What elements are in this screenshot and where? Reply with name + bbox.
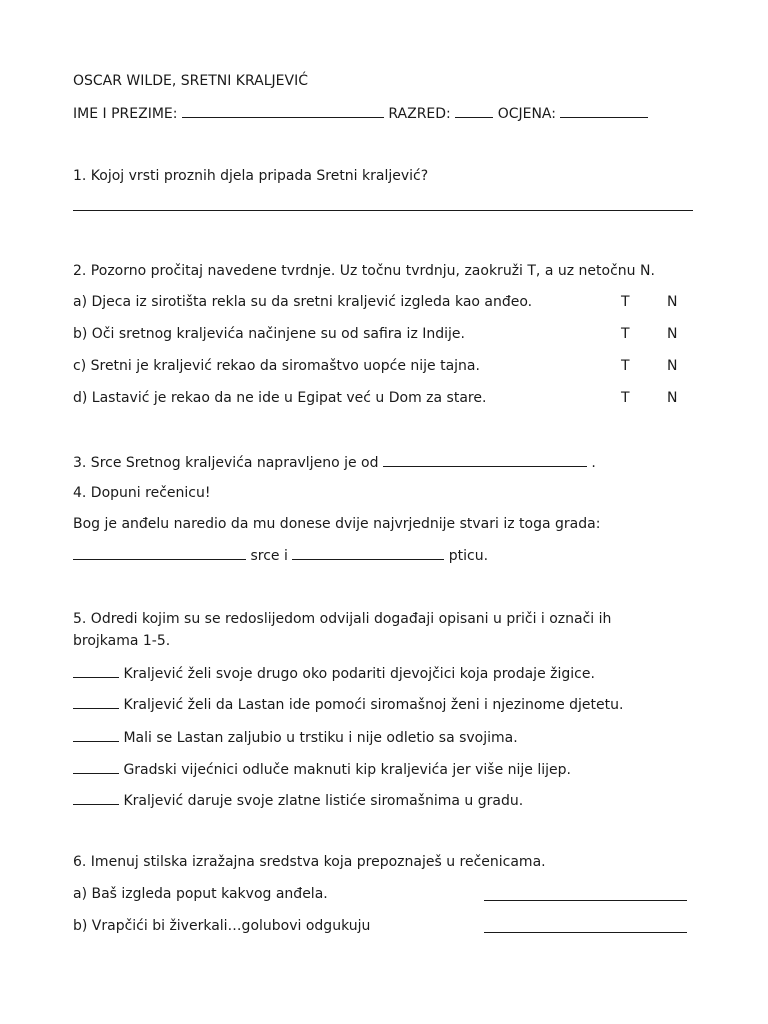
question-4-sentence: Bog je anđelu naredio da mu donese dvije najvrjednije stvari iz toga grada: <box>73 516 601 532</box>
question-6: 6. Imenuj stilska izražajna sredstva koja prepoznaješ u rečenicama. <box>73 854 546 870</box>
question-3-text: 3. Srce Sretnog kraljevića napravljeno je od <box>73 455 379 471</box>
name-label: IME I PREZIME: <box>73 106 178 122</box>
grade-blank[interactable] <box>560 104 648 118</box>
true-option[interactable]: T <box>621 358 630 374</box>
order-item-text: Gradski vijećnici odluče maknuti kip kraljevića jer više nije lijep. <box>123 762 571 778</box>
order-number-blank[interactable] <box>73 728 119 742</box>
question-3-end: . <box>591 455 596 471</box>
question-1-answer-line[interactable] <box>73 210 693 211</box>
question-4-blank-2[interactable] <box>292 546 444 560</box>
grade-label: OCJENA: <box>497 106 556 122</box>
order-number-blank[interactable] <box>73 760 119 774</box>
statement-row <box>73 325 693 343</box>
question-6-answer-a[interactable] <box>484 900 687 901</box>
order-item-text: Kraljević daruje svoje zlatne listiće siromašnima u gradu. <box>123 793 524 809</box>
order-item-text: Mali se Lastan zaljubio u trstiku i nije odletio sa svojima. <box>123 730 518 746</box>
statement-text: b) Oči sretnog kraljevića načinjene su od safira iz Indije. <box>73 326 465 342</box>
order-item <box>73 728 518 747</box>
order-item <box>73 664 595 683</box>
statement-text: d) Lastavić je rekao da ne ide u Egipat već u Dom za stare. <box>73 390 487 406</box>
order-item <box>73 791 523 810</box>
name-blank[interactable] <box>182 104 384 118</box>
question-3-blank[interactable] <box>383 453 587 467</box>
order-number-blank[interactable] <box>73 664 119 678</box>
question-4-mid: srce i <box>250 548 288 564</box>
order-number-blank[interactable] <box>73 791 119 805</box>
order-item <box>73 760 571 779</box>
student-info-line <box>73 104 648 123</box>
class-blank[interactable] <box>455 104 493 118</box>
statement-row <box>73 293 693 311</box>
question-6-item-a: a) Baš izgleda poput kakvog anđela. <box>73 886 328 902</box>
question-6-answer-b[interactable] <box>484 932 687 933</box>
question-4-end: pticu. <box>448 548 489 564</box>
question-5-line-1: 5. Odredi kojim su se redoslijedom odvijali događaji opisani u priči i označi ih <box>73 611 612 627</box>
true-option[interactable]: T <box>621 326 630 342</box>
question-4-fill-line <box>73 546 488 565</box>
question-4: 4. Dopuni rečenicu! <box>73 485 211 501</box>
question-2: 2. Pozorno pročitaj navedene tvrdnje. Uz točnu tvrdnju, zaokruži T, a uz netočnu N. <box>73 263 655 279</box>
class-label: RAZRED: <box>388 106 451 122</box>
statement-text: a) Djeca iz sirotišta rekla su da sretni kraljević izgleda kao anđeo. <box>73 294 533 310</box>
false-option[interactable]: N <box>667 390 678 406</box>
order-item-text: Kraljević želi da Lastan ide pomoći siromašnoj ženi i njezinome djetetu. <box>123 697 624 713</box>
statement-row <box>73 357 693 375</box>
order-item-text: Kraljević želi svoje drugo oko podariti djevojčici koja prodaje žigice. <box>123 666 595 682</box>
question-1: 1. Kojoj vrsti proznih djela pripada Sretni kraljević? <box>73 168 429 184</box>
statement-row <box>73 389 693 407</box>
false-option[interactable]: N <box>667 358 678 374</box>
question-5-line-2: brojkama 1-5. <box>73 633 171 649</box>
true-option[interactable]: T <box>621 390 630 406</box>
statement-text: c) Sretni je kraljević rekao da siromaštvo uopće nije tajna. <box>73 358 480 374</box>
question-4-blank-1[interactable] <box>73 546 246 560</box>
worksheet-title: OSCAR WILDE, SRETNI KRALJEVIĆ <box>73 73 308 89</box>
false-option[interactable]: N <box>667 326 678 342</box>
question-6-item-b: b) Vrapčići bi živerkali…golubovi odgukuju <box>73 918 371 934</box>
order-item <box>73 695 623 714</box>
false-option[interactable]: N <box>667 294 678 310</box>
true-option[interactable]: T <box>621 294 630 310</box>
order-number-blank[interactable] <box>73 695 119 709</box>
question-3 <box>73 453 596 472</box>
